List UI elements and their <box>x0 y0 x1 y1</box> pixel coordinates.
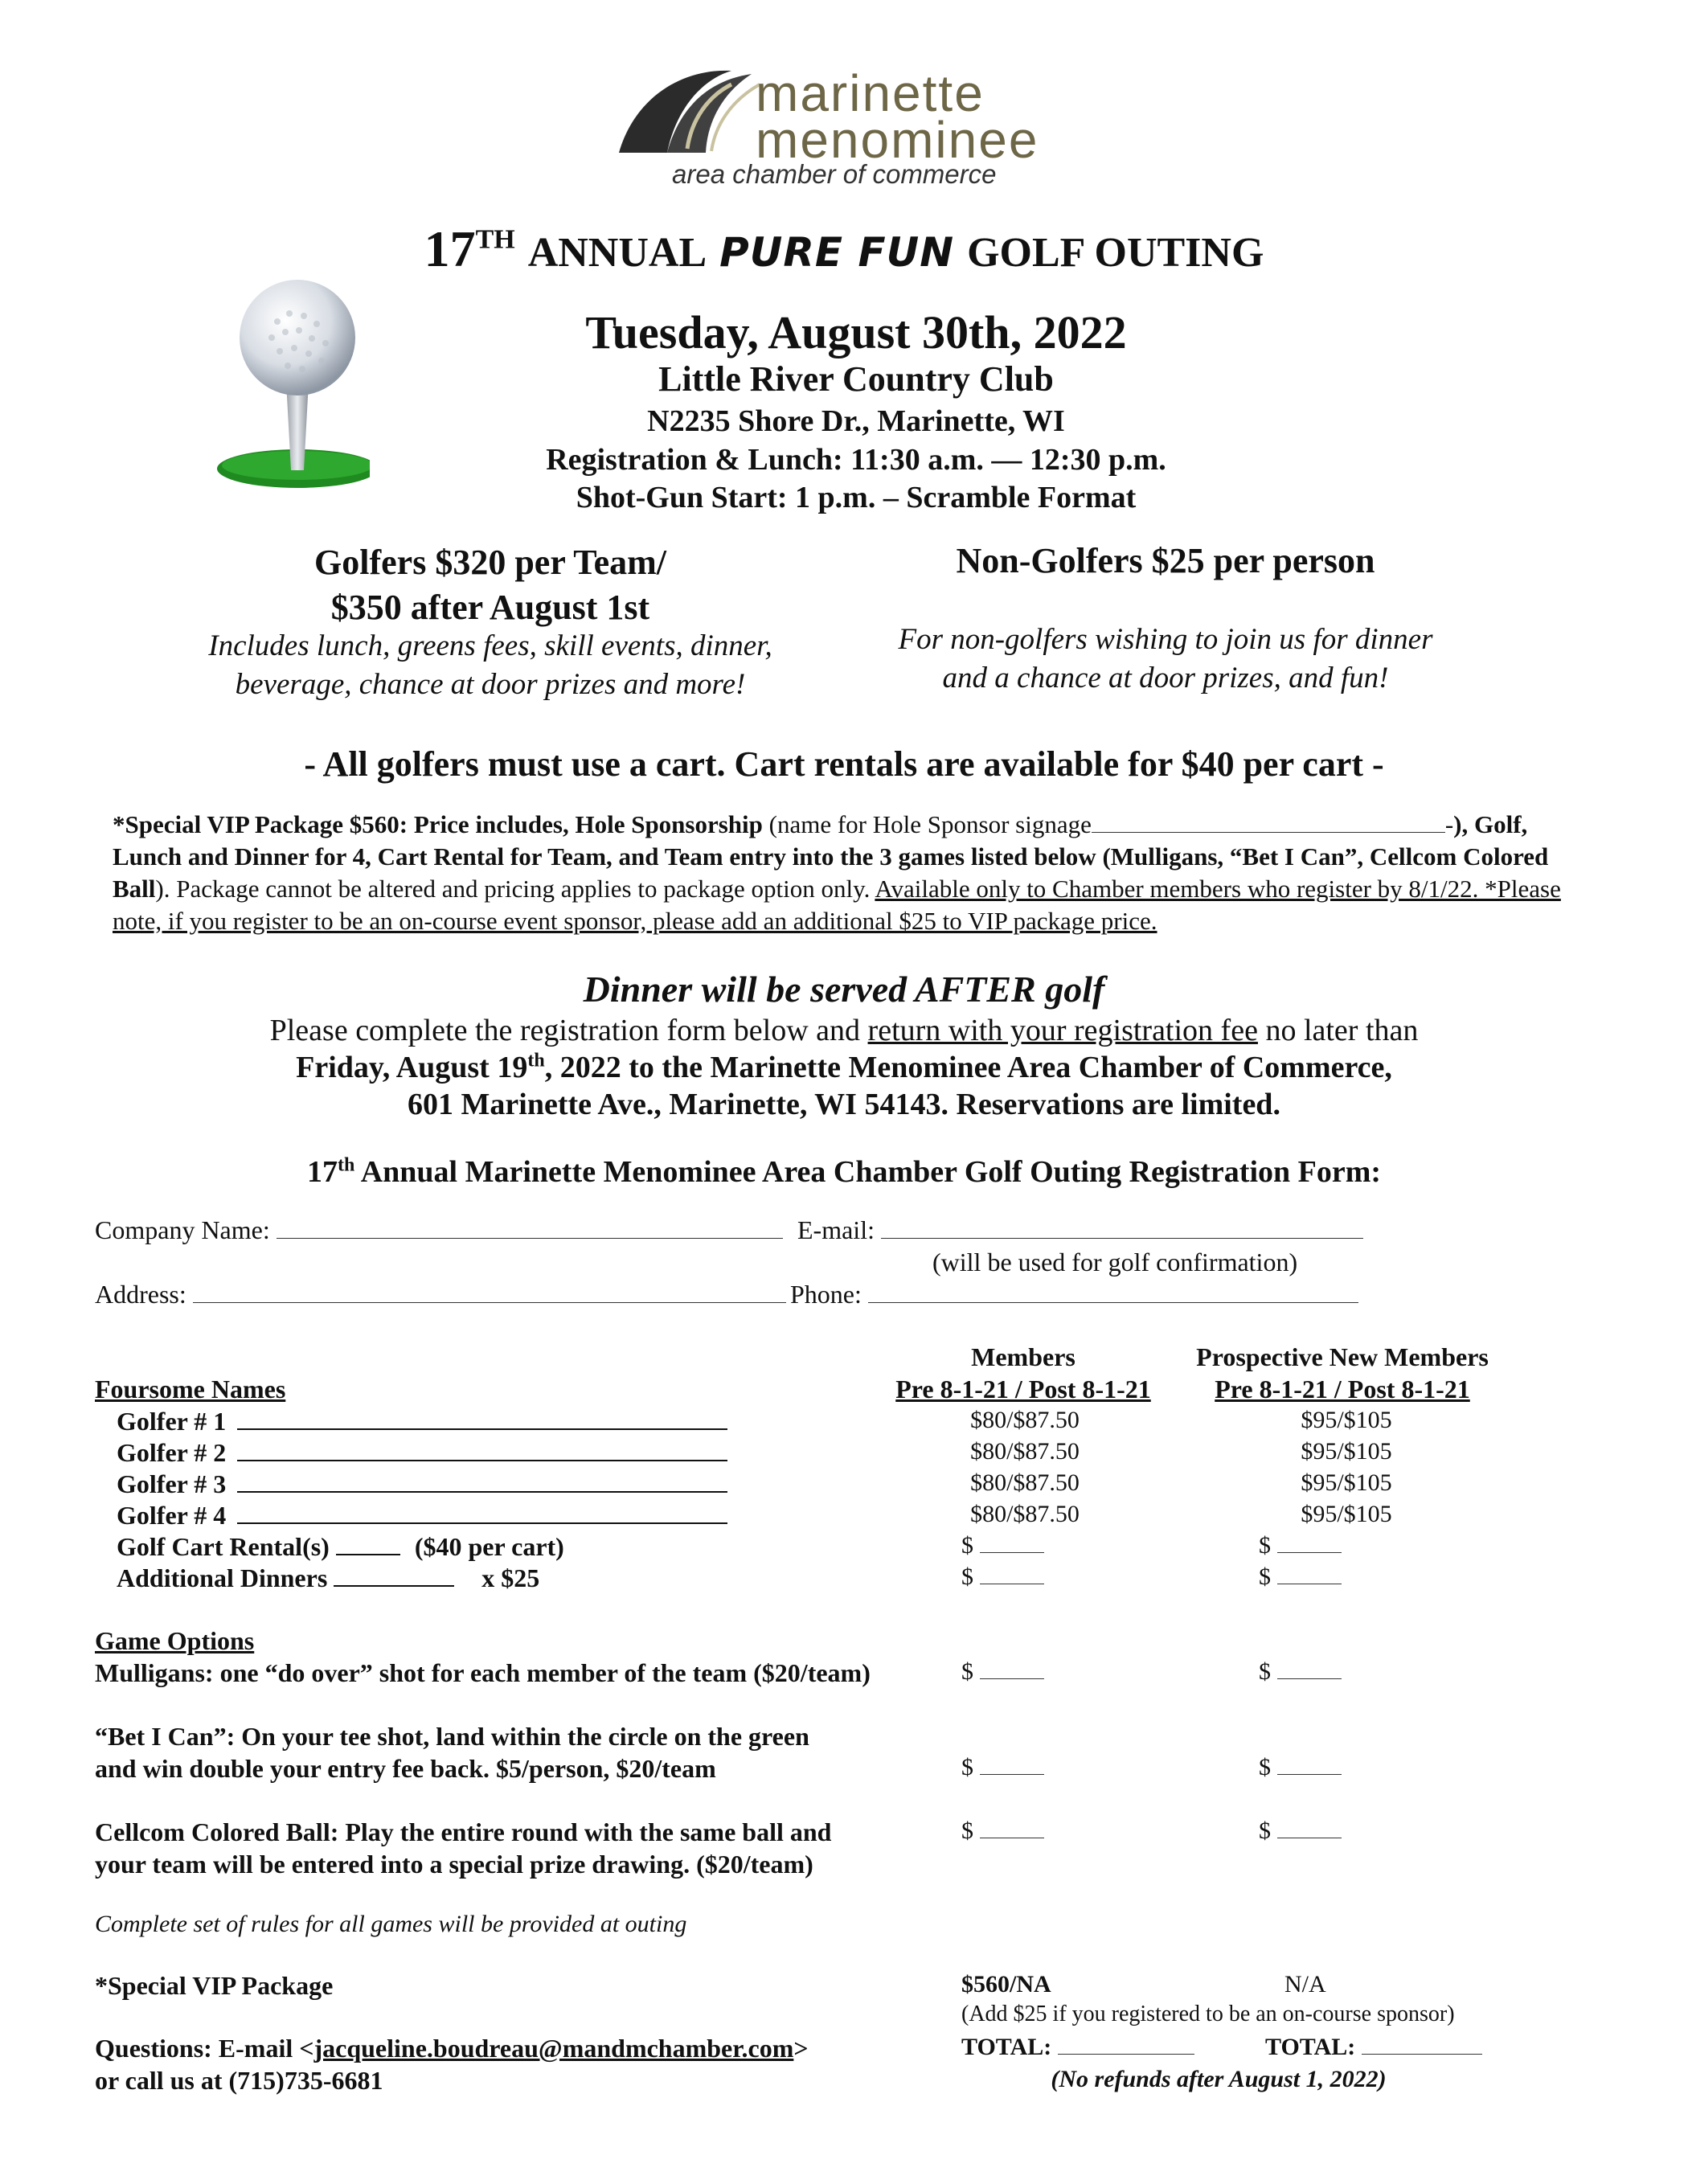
golfer-4-prospect-price: $95/$105 <box>1301 1501 1392 1527</box>
dollar-sign: $ <box>961 1754 973 1780</box>
title-golf-outing: GOLF OUTING <box>967 230 1264 276</box>
golfer-label: Golfer # 3 <box>117 1469 227 1498</box>
prospect-total-input[interactable] <box>1362 2054 1482 2055</box>
bet-i-can-label-2: and win double your entry fee back. $5/person, $20/team <box>95 1754 716 1783</box>
dollar-sign: $ <box>1259 1817 1271 1844</box>
call-line: or call us at (715)735-6681 <box>95 2066 383 2095</box>
event-title <box>0 220 1688 277</box>
dollar-sign: $ <box>1259 1563 1271 1590</box>
members-subheader: Pre 8-1-21 / Post 8-1-21 <box>895 1375 1151 1403</box>
golfer-label: Golfer # 1 <box>117 1407 227 1436</box>
vip-lead: *Special VIP Package $560: Price includes, Hole Sponsorship <box>113 810 763 838</box>
dollar-sign: $ <box>1259 1532 1271 1559</box>
prospect-total <box>1265 2034 1482 2061</box>
cart-rental-note: ($40 per cart) <box>414 1532 564 1561</box>
cart-requirement-note: - All golfers must use a cart. Cart rentals are available for $40 per cart - <box>304 744 1384 784</box>
form-title-text: Annual Marinette Menominee Area Chamber Golf Outing Registration Form: <box>354 1155 1382 1189</box>
bet-i-can-prospect-amount <box>1259 1754 1342 1781</box>
address-label: Address: <box>95 1280 186 1309</box>
golfer-4-member-price: $80/$87.50 <box>970 1501 1080 1527</box>
mulligans-prospect-amount <box>1259 1658 1342 1686</box>
golfers-price-line2: $350 after August 1st <box>330 588 650 627</box>
mulligans-member-input[interactable] <box>980 1678 1044 1679</box>
questions-close: > <box>793 2034 809 2063</box>
vip-eligibility-note: Available only to Chamber members who register by 8/1/22. *Please note, if you register to be an on-course event sponsor, please add an additional $25 to VIP package price. <box>113 875 1561 935</box>
form-title <box>0 1154 1688 1190</box>
golfer-3-member-price: $80/$87.50 <box>970 1469 1080 1496</box>
prospect-subheader: Pre 8-1-21 / Post 8-1-21 <box>1215 1375 1470 1403</box>
logo-text-tagline: area chamber of commerce <box>672 159 997 189</box>
vip-signage-label: (name for Hole Sponsor signage <box>768 810 1092 838</box>
golfer-1-member-price: $80/$87.50 <box>970 1407 1080 1433</box>
vip-sponsor-note: (Add $25 if you registered to be an on-course sponsor) <box>961 2002 1455 2026</box>
golfer-2-prospect-price: $95/$105 <box>1301 1438 1392 1465</box>
foursome-names-label: Foursome Names <box>95 1375 286 1403</box>
title-ordinal: TH <box>475 224 515 255</box>
no-refunds-note: (No refunds after August 1, 2022) <box>1051 2066 1387 2092</box>
cellcom-member-amount <box>961 1817 1044 1845</box>
cellcom-label-2: your team will be entered into a special prize drawing. ($20/team) <box>95 1850 813 1879</box>
members-header: Members <box>971 1342 1075 1371</box>
rules-note: Complete set of rules for all games will be provided at outing <box>95 1911 687 1937</box>
cart-rental-label: Golf Cart Rental(s) <box>117 1532 330 1561</box>
additional-dinners-note: x $25 <box>481 1563 540 1592</box>
vip-package-paragraph <box>113 809 1575 937</box>
instructions-line1-b: no later than <box>1265 1014 1419 1047</box>
instructions-line2 <box>0 1050 1688 1085</box>
vip-includes: ), Golf, Lunch and Dinner for 4, Cart Rental for Team, and Team entry into the 3 games listed below (Mulligans, “Bet I Can”, Cellcom Colored Ball <box>113 810 1549 903</box>
cart-rental-qty-input[interactable] <box>336 1554 400 1555</box>
golfer-3-name-input[interactable] <box>237 1491 727 1493</box>
company-field <box>95 1215 783 1245</box>
additional-dinners-row <box>117 1563 539 1593</box>
golfer-2-name-input[interactable] <box>237 1460 727 1461</box>
address-input[interactable] <box>193 1302 786 1303</box>
dollar-sign: $ <box>961 1532 973 1559</box>
dinner-note: Dinner will be served AFTER golf <box>583 969 1105 1010</box>
company-name-input[interactable] <box>277 1238 783 1239</box>
instructions-line1 <box>0 1013 1688 1048</box>
nongolfers-desc-line2: and a chance at door prizes, and fun! <box>942 662 1389 695</box>
company-label: Company Name: <box>95 1215 270 1244</box>
email-field <box>797 1215 1363 1245</box>
email-note: (will be used for golf confirmation) <box>932 1248 1298 1276</box>
title-pure-fun: PURE FUN <box>719 229 955 276</box>
address-field <box>95 1280 786 1309</box>
cart-rental-row <box>117 1532 564 1562</box>
vip-package-label: *Special VIP Package <box>95 1971 334 2000</box>
questions-line <box>95 2034 809 2063</box>
dollar-sign: $ <box>1259 1658 1271 1685</box>
bet-i-can-label-1: “Bet I Can”: On your tee shot, land within the circle on the green <box>95 1722 809 1751</box>
vip-prospect-price: N/A <box>1284 1971 1326 1998</box>
email-label: E-mail: <box>797 1215 875 1244</box>
golfer-row <box>117 1438 727 1468</box>
event-venue: Little River Country Club <box>658 359 1054 399</box>
golfer-1-prospect-price: $95/$105 <box>1301 1407 1392 1433</box>
golfer-row <box>117 1407 727 1436</box>
bet-i-can-member-input[interactable] <box>980 1774 1044 1775</box>
cart-prospect-amount-input[interactable] <box>1277 1552 1342 1553</box>
phone-label: Phone: <box>790 1280 862 1309</box>
instructions-line2-b: , 2022 to the Marinette Menominee Area Chamber of Commerce, <box>544 1051 1392 1084</box>
golfers-description: Includes lunch, greens fees, skill events, dinner, beverage, chance at door prizes and more! <box>208 629 772 701</box>
vip-dash: - <box>1444 810 1454 838</box>
mulligans-member-amount <box>961 1658 1044 1686</box>
dinners-member-amount <box>961 1563 1044 1591</box>
golfer-row <box>117 1469 727 1499</box>
mulligans-prospect-input[interactable] <box>1277 1678 1342 1679</box>
golfer-4-name-input[interactable] <box>237 1522 727 1524</box>
golfers-price-line1: Golfers $320 per Team/ <box>314 543 666 582</box>
golfer-label: Golfer # 2 <box>117 1438 227 1467</box>
chamber-logo-mark <box>611 64 772 161</box>
event-registration-time: Registration & Lunch: 11:30 a.m. — 12:30 p.m. <box>546 443 1166 477</box>
golfer-2-member-price: $80/$87.50 <box>970 1438 1080 1465</box>
instructions-line1-a: Please complete the registration form below and <box>269 1014 861 1047</box>
email-input[interactable] <box>881 1238 1363 1239</box>
member-total-label: TOTAL: <box>961 2034 1052 2060</box>
game-options-label: Game Options <box>95 1626 255 1655</box>
bet-i-can-prospect-input[interactable] <box>1277 1774 1342 1775</box>
additional-dinners-qty-input[interactable] <box>334 1585 454 1587</box>
dinners-prospect-amount <box>1259 1563 1342 1591</box>
title-number: 17 <box>424 220 476 277</box>
questions-label: Questions: E-mail < <box>95 2034 314 2063</box>
form-title-sup: th <box>337 1154 355 1176</box>
vip-member-price: $560/NA <box>961 1971 1051 1998</box>
dollar-sign: $ <box>961 1817 973 1844</box>
golfer-label: Golfer # 4 <box>117 1501 227 1530</box>
prospect-header: Prospective New Members <box>1196 1342 1489 1371</box>
phone-input[interactable] <box>868 1302 1358 1303</box>
instructions-line3: 601 Marinette Ave., Marinette, WI 54143. Reservations are limited. <box>408 1088 1280 1121</box>
title-annual: ANNUAL <box>527 230 707 276</box>
dollar-sign: $ <box>961 1658 973 1685</box>
instructions-line2-a: Friday, August 19 <box>296 1051 528 1084</box>
logo-text-menominee: menominee <box>756 111 1039 169</box>
additional-dinners-label: Additional Dinners <box>117 1563 328 1592</box>
logo-text-marinette: marinette <box>756 64 985 122</box>
instructions-line2-sup: th <box>527 1050 545 1072</box>
member-total-input[interactable] <box>1058 2054 1194 2055</box>
bet-i-can-member-amount <box>961 1754 1044 1781</box>
vip-signage-blank[interactable] <box>1092 832 1445 833</box>
event-shotgun-start: Shot-Gun Start: 1 p.m. – Scramble Format <box>576 481 1137 514</box>
instructions-line1-underlined: return with your registration fee <box>867 1014 1258 1047</box>
phone-field <box>790 1280 1358 1309</box>
dollar-sign: $ <box>961 1563 973 1590</box>
prospect-total-label: TOTAL: <box>1265 2034 1356 2060</box>
member-total <box>961 2034 1194 2061</box>
cart-member-amount-input[interactable] <box>980 1552 1044 1553</box>
event-date: Tuesday, August 30th, 2022 <box>585 306 1127 359</box>
golfer-1-name-input[interactable] <box>237 1428 727 1430</box>
golfer-row <box>117 1501 727 1530</box>
mulligans-label: Mulligans: one “do over” shot for each member of the team ($20/team) <box>95 1658 871 1687</box>
contact-email-link[interactable]: jacqueline.boudreau@mandmchamber.com <box>313 2034 794 2063</box>
nongolfers-price: Non-Golfers $25 per person <box>956 541 1375 580</box>
form-title-num: 17 <box>306 1155 338 1189</box>
nongolfers-desc-line1: For non-golfers wishing to join us for dinner <box>898 623 1433 656</box>
dollar-sign: $ <box>1259 1754 1271 1780</box>
vip-restrictions: ). Package cannot be altered and pricing applies to package option only. <box>155 875 871 903</box>
cart-prospect-amount <box>1259 1532 1342 1559</box>
cart-member-amount <box>961 1532 1044 1559</box>
event-address: N2235 Shore Dr., Marinette, WI <box>647 404 1065 438</box>
golfers-price <box>209 540 772 630</box>
cellcom-label-1: Cellcom Colored Ball: Play the entire round with the same ball and <box>95 1817 832 1846</box>
nongolfers-description <box>852 621 1479 698</box>
golfer-3-prospect-price: $95/$105 <box>1301 1469 1392 1496</box>
cellcom-prospect-amount <box>1259 1817 1342 1845</box>
